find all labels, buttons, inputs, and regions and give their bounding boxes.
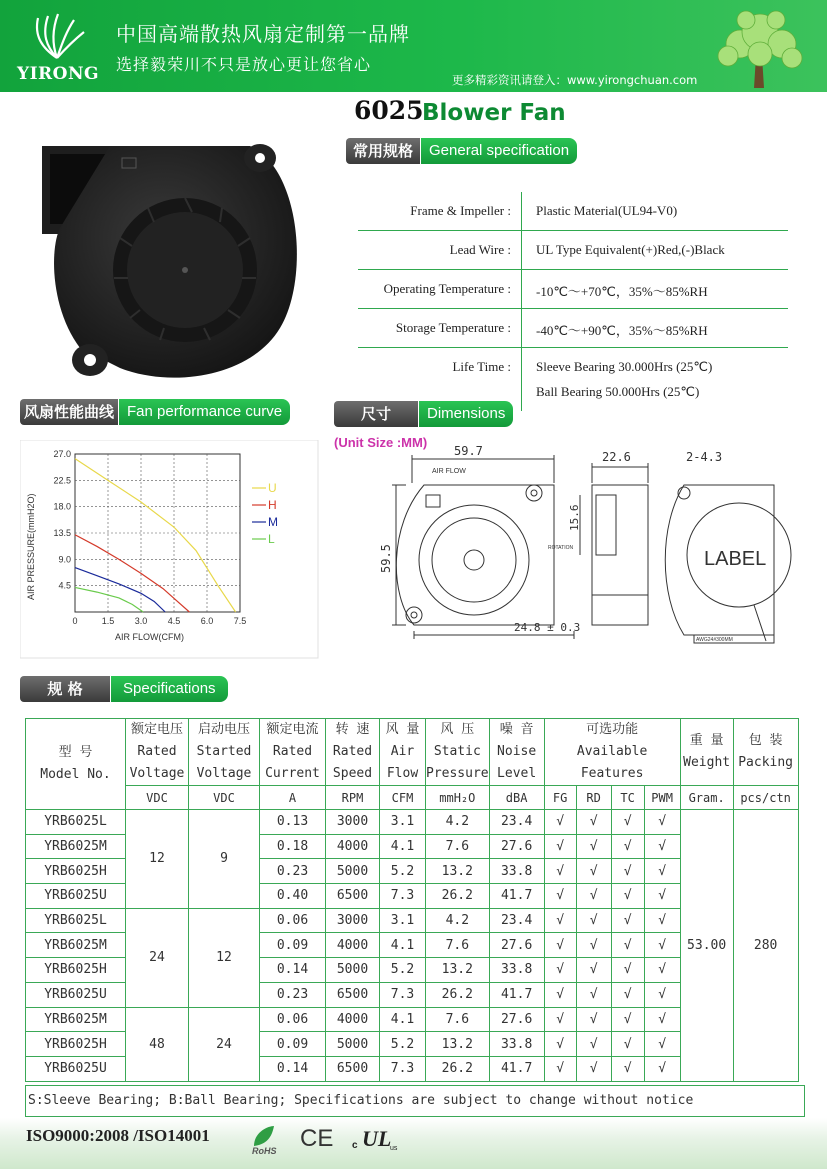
unit-cell: pcs/ctn (733, 786, 798, 810)
table-header-row (26, 719, 799, 786)
dimensions-en-label: Dimensions (419, 401, 513, 427)
cell-model: YRB6025L (26, 908, 126, 933)
specifications-table (25, 718, 799, 1082)
cell-flow: 5.2 (380, 859, 426, 884)
general-spec-list (358, 192, 788, 411)
rohs-icon (252, 1126, 277, 1156)
cell-rated-voltage: 12 (126, 810, 189, 909)
unit-cell: VDC (189, 786, 260, 810)
cell-noise: 23.4 (489, 908, 544, 933)
chart-x-tick-label: 4.5 (167, 616, 181, 626)
spec-value-2: Ball Bearing 50.000Hrs (25℃) (536, 384, 700, 399)
header-packing-cn: 包 装 (748, 733, 783, 748)
spec-value-group (522, 348, 712, 411)
cell-current: 0.23 (260, 859, 326, 884)
cell-speed: 5000 (326, 1032, 380, 1057)
cell-pressure: 13.2 (426, 1032, 490, 1057)
cell-current: 0.23 (260, 982, 326, 1007)
chart-x-tick-label: 0 (72, 616, 78, 626)
header-model-en: Model No. (40, 767, 111, 782)
header-air-flow-cn: 风 量 (385, 722, 420, 737)
cell-model: YRB6025U (26, 982, 126, 1007)
ul-us-label: us (390, 1145, 398, 1152)
cell-rd-check: √ (576, 1007, 611, 1032)
header-model (26, 719, 126, 810)
header-rated-current-cn: 额定电流 (266, 722, 319, 737)
header-features-en: Available Features (576, 744, 648, 781)
cell-rd-check: √ (576, 1032, 611, 1057)
header-static-pressure-en1: Static (433, 744, 481, 759)
header-started-voltage-en1: Started (196, 744, 252, 759)
spec-row-lead-wire (358, 231, 788, 270)
header-weight-cn: 重 量 (689, 733, 724, 748)
cell-speed: 5000 (326, 859, 380, 884)
cell-pressure: 7.6 (426, 1007, 490, 1032)
header-model-cn: 型 号 (58, 745, 93, 760)
spec-row-operating-temp (358, 270, 788, 309)
dim-width: 59.7 (454, 445, 483, 458)
general-spec-en-label: General specification (421, 138, 577, 164)
cell-packing: 280 (733, 810, 798, 1082)
unit-cell: TC (611, 786, 644, 810)
product-name: Blower Fan (422, 100, 566, 126)
header-noise-level-cn: 噪 音 (499, 722, 534, 737)
cell-tc-check: √ (611, 884, 644, 909)
header-air-flow-en1: Air (390, 744, 415, 759)
dimensions-drawing (334, 445, 794, 655)
ul-icon (352, 1126, 398, 1152)
dim-bottom: 24.8 ± 0.3 (514, 621, 581, 634)
spec-key: Storage Temperature : (358, 309, 522, 347)
cell-pressure: 4.2 (426, 810, 490, 835)
header-noise-level-en1: Noise (497, 744, 537, 759)
cell-speed: 6500 (326, 884, 380, 909)
header-rated-voltage (126, 719, 189, 786)
slogan-line-2: 选择毅荣川不只是放心更让您省心 (116, 55, 372, 74)
cell-rd-check: √ (576, 982, 611, 1007)
iso-certification: ISO9000:2008 /ISO14001 (26, 1126, 210, 1145)
unit-cell: FG (544, 786, 576, 810)
logo-text: YIRONG (16, 64, 100, 84)
cell-noise: 23.4 (489, 810, 544, 835)
cell-model: YRB6025H (26, 958, 126, 983)
chart-y-tick-label: 27.0 (53, 449, 71, 459)
cell-current: 0.13 (260, 810, 326, 835)
cell-pwm-check: √ (644, 884, 680, 909)
cell-fg-check: √ (544, 982, 576, 1007)
cell-flow: 7.3 (380, 1056, 426, 1081)
cell-noise: 41.7 (489, 982, 544, 1007)
slogan-line-1: 中国高端散热风扇定制第一品牌 (116, 22, 410, 46)
spec-key: Lead Wire : (358, 231, 522, 269)
cell-noise: 41.7 (489, 1056, 544, 1081)
cell-flow: 4.1 (380, 834, 426, 859)
cell-flow: 7.3 (380, 884, 426, 909)
header-static-pressure (426, 719, 490, 786)
cell-pwm-check: √ (644, 933, 680, 958)
cell-started-voltage: 9 (189, 810, 260, 909)
chart-y-tick-label: 13.5 (53, 528, 71, 538)
cell-pwm-check: √ (644, 810, 680, 835)
cell-fg-check: √ (544, 884, 576, 909)
cell-pressure: 7.6 (426, 834, 490, 859)
header-started-voltage-cn: 启动电压 (197, 722, 250, 737)
cell-current: 0.14 (260, 958, 326, 983)
cell-pwm-check: √ (644, 1056, 680, 1081)
cell-pressure: 26.2 (426, 982, 490, 1007)
header-rated-current (260, 719, 326, 786)
cell-tc-check: √ (611, 933, 644, 958)
header-banner (0, 0, 827, 92)
cell-pressure: 13.2 (426, 859, 490, 884)
dim-outlet: 15.6 (568, 504, 581, 531)
cell-tc-check: √ (611, 1032, 644, 1057)
chart-y-tick-label: 18.0 (53, 501, 71, 512)
header-air-flow (380, 719, 426, 786)
cell-tc-check: √ (611, 982, 644, 1007)
cell-speed: 6500 (326, 1056, 380, 1081)
unit-cell: CFM (380, 786, 426, 810)
cell-pressure: 26.2 (426, 884, 490, 909)
website-link[interactable]: 更多精彩资讯请登入：www.yirongchuan.com (452, 73, 698, 87)
cell-flow: 4.1 (380, 1007, 426, 1032)
rotation-label: ROTATION (548, 545, 574, 551)
spec-key: Operating Temperature : (358, 270, 522, 308)
cell-rd-check: √ (576, 884, 611, 909)
chart-legend-label: L (268, 532, 275, 546)
dim-depth: 22.6 (602, 450, 631, 464)
chart-legend-label: H (268, 498, 277, 512)
cell-pressure: 26.2 (426, 1056, 490, 1081)
unit-cell: VDC (126, 786, 189, 810)
cell-noise: 41.7 (489, 884, 544, 909)
cell-model: YRB6025M (26, 834, 126, 859)
cell-current: 0.06 (260, 1007, 326, 1032)
cell-tc-check: √ (611, 908, 644, 933)
cell-fg-check: √ (544, 1056, 576, 1081)
cell-rd-check: √ (576, 933, 611, 958)
unit-cell: RPM (326, 786, 380, 810)
cell-noise: 27.6 (489, 834, 544, 859)
cell-speed: 4000 (326, 834, 380, 859)
spec-key: Life Time : (358, 348, 522, 411)
dimensions-cn-label: 尺寸 (334, 401, 418, 427)
cell-rd-check: √ (576, 834, 611, 859)
cell-flow: 3.1 (380, 810, 426, 835)
cell-started-voltage: 24 (189, 1007, 260, 1081)
cell-model: YRB6025U (26, 884, 126, 909)
header-rated-voltage-en2: Voltage (129, 766, 185, 781)
header-static-pressure-en2: Pressure (426, 766, 489, 781)
cell-rd-check: √ (576, 1056, 611, 1081)
chart-y-tick-label: 22.5 (53, 475, 71, 486)
header-rated-voltage-cn: 额定电压 (130, 722, 183, 737)
spec-row-storage-temp (358, 309, 788, 348)
cell-model: YRB6025H (26, 1032, 126, 1057)
cell-current: 0.18 (260, 834, 326, 859)
yirong-logo-icon (22, 8, 92, 64)
cell-pressure: 13.2 (426, 958, 490, 983)
cell-rated-voltage: 48 (126, 1007, 189, 1081)
cell-fg-check: √ (544, 933, 576, 958)
chart-x-tick-label: 3.0 (134, 616, 148, 626)
cell-flow: 5.2 (380, 1032, 426, 1057)
cell-pwm-check: √ (644, 1032, 680, 1057)
header-packing (733, 719, 798, 786)
cell-rd-check: √ (576, 859, 611, 884)
cell-flow: 4.1 (380, 933, 426, 958)
cell-current: 0.40 (260, 884, 326, 909)
table-unit-row (26, 786, 799, 810)
chart-x-tick-label: 1.5 (101, 616, 115, 626)
cell-speed: 4000 (326, 933, 380, 958)
cell-model: YRB6025U (26, 1056, 126, 1081)
cell-rd-check: √ (576, 958, 611, 983)
header-noise-level (489, 719, 544, 786)
cell-pwm-check: √ (644, 958, 680, 983)
spec-key: Frame & Impeller : (358, 192, 522, 230)
cell-model: YRB6025M (26, 933, 126, 958)
cell-flow: 5.2 (380, 958, 426, 983)
cell-speed: 6500 (326, 982, 380, 1007)
unit-cell: RD (576, 786, 611, 810)
wire-label: AWG24#300MM (696, 637, 733, 643)
spec-note: S:Sleeve Bearing; B:Ball Bearing; Specifications are subject to change without notice (25, 1085, 805, 1117)
ce-icon: CE (300, 1125, 334, 1152)
cell-model: YRB6025H (26, 859, 126, 884)
cell-rd-check: √ (576, 908, 611, 933)
cell-flow: 3.1 (380, 908, 426, 933)
cell-tc-check: √ (611, 859, 644, 884)
cell-pwm-check: √ (644, 908, 680, 933)
table-row (26, 810, 799, 835)
cell-noise: 33.8 (489, 859, 544, 884)
cell-noise: 27.6 (489, 933, 544, 958)
rohs-label: RoHS (252, 1146, 277, 1156)
cell-pwm-check: √ (644, 1007, 680, 1032)
cell-speed: 4000 (326, 1007, 380, 1032)
header-packing-en: Packing (738, 755, 794, 770)
spec-value: -40℃～+90℃，35%～85%RH (536, 323, 708, 338)
cell-fg-check: √ (544, 1007, 576, 1032)
header-features (544, 719, 680, 786)
header-static-pressure-cn: 风 压 (440, 722, 475, 737)
spec-row-frame (358, 192, 788, 231)
cell-model: YRB6025M (26, 1007, 126, 1032)
unit-cell: dBA (489, 786, 544, 810)
chart-y-tick-label: 4.5 (58, 580, 71, 591)
specs-cn-label: 规 格 (20, 676, 110, 702)
cell-current: 0.06 (260, 908, 326, 933)
cell-tc-check: √ (611, 958, 644, 983)
header-rated-voltage-en1: Rated (137, 744, 177, 759)
chart-legend-label: U (268, 481, 277, 495)
cell-fg-check: √ (544, 834, 576, 859)
spec-value: Sleeve Bearing 30.000Hrs (25℃) (536, 359, 713, 374)
cell-tc-check: √ (611, 834, 644, 859)
spec-value: -10℃～+70℃，35%～85%RH (536, 284, 708, 299)
specs-en-label: Specifications (111, 676, 228, 702)
cell-pressure: 7.6 (426, 933, 490, 958)
fan-product-photo (20, 128, 320, 398)
cell-rated-voltage: 24 (126, 908, 189, 1007)
cell-noise: 33.8 (489, 958, 544, 983)
cell-tc-check: √ (611, 1007, 644, 1032)
cell-pwm-check: √ (644, 834, 680, 859)
cell-tc-check: √ (611, 1056, 644, 1081)
cell-pwm-check: √ (644, 859, 680, 884)
cell-model: YRB6025L (26, 810, 126, 835)
general-spec-cn-label: 常用规格 (346, 138, 420, 164)
dim-height: 59.5 (379, 544, 393, 573)
chart-y-tick-label: 9.0 (58, 554, 71, 565)
cell-weight: 53.00 (680, 810, 733, 1082)
chart-legend-label: M (268, 515, 278, 529)
cell-current: 0.09 (260, 933, 326, 958)
cell-speed: 3000 (326, 908, 380, 933)
spec-value: UL Type Equivalent(+)Red,(-)Black (536, 242, 725, 257)
header-rated-speed-en1: Rated (332, 744, 373, 759)
dim-hole: 2-4.3 (686, 450, 723, 464)
certification-icons (248, 1122, 418, 1156)
cell-pressure: 4.2 (426, 908, 490, 933)
unit-cell: Gram. (680, 786, 733, 810)
cell-current: 0.14 (260, 1056, 326, 1081)
header-started-voltage-en2: Voltage (196, 766, 252, 781)
cell-tc-check: √ (611, 810, 644, 835)
header-rated-speed (326, 719, 380, 786)
cell-started-voltage: 12 (189, 908, 260, 1007)
header-rated-current-en2: Current (265, 766, 320, 781)
chart-y-axis-label: AIR PRESSURE(mmH2O) (26, 493, 36, 600)
chart-x-tick-label: 6.0 (200, 616, 214, 626)
header-air-flow-en2: Flow (386, 766, 419, 781)
unit-cell: PWM (644, 786, 680, 810)
ul-c-label: c (352, 1140, 358, 1151)
header-rated-current-en1: Rated (272, 744, 313, 759)
cell-flow: 7.3 (380, 982, 426, 1007)
airflow-label: AIR FLOW (432, 468, 466, 475)
tree-icon (700, 4, 818, 88)
cell-fg-check: √ (544, 1032, 576, 1057)
header-features-cn: 可选功能 (586, 722, 639, 737)
cell-rd-check: √ (576, 810, 611, 835)
cell-speed: 5000 (326, 958, 380, 983)
ul-label: UL (362, 1126, 392, 1151)
product-model-number: 6025 (354, 96, 424, 125)
chart-x-axis-label: AIR FLOW(CFM) (115, 632, 184, 642)
unit-cell: A (260, 786, 326, 810)
cell-speed: 3000 (326, 810, 380, 835)
cell-fg-check: √ (544, 859, 576, 884)
header-noise-level-en2: Level (497, 766, 537, 781)
fan-performance-chart (20, 440, 320, 660)
performance-en-label: Fan performance curve (119, 399, 290, 425)
cell-current: 0.09 (260, 1032, 326, 1057)
unit-cell: mmH₂O (426, 786, 490, 810)
cell-noise: 33.8 (489, 1032, 544, 1057)
cell-fg-check: √ (544, 908, 576, 933)
cell-noise: 27.6 (489, 1007, 544, 1032)
label-text: LABEL (704, 548, 767, 570)
unit-size-note: (Unit Size :MM) (334, 435, 428, 450)
cell-fg-check: √ (544, 958, 576, 983)
header-rated-speed-cn: 转 速 (335, 722, 370, 737)
header-weight (680, 719, 733, 786)
header-rated-speed-en2: Speed (332, 766, 373, 781)
header-started-voltage (189, 719, 260, 786)
spec-value: Plastic Material(UL94-V0) (536, 203, 678, 218)
performance-cn-label: 风扇性能曲线 (20, 399, 118, 425)
header-weight-en: Weight (683, 755, 731, 770)
cell-fg-check: √ (544, 810, 576, 835)
chart-x-tick-label: 7.5 (233, 616, 247, 626)
cell-pwm-check: √ (644, 982, 680, 1007)
